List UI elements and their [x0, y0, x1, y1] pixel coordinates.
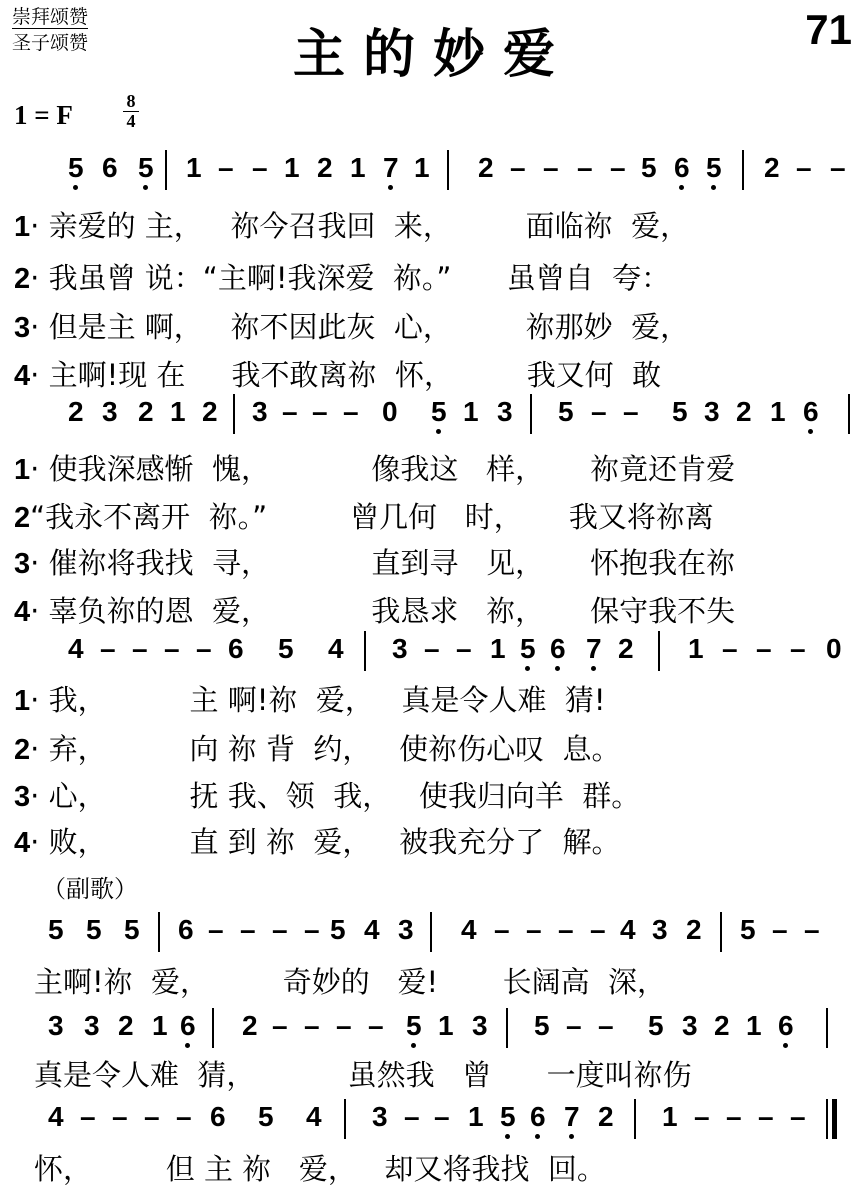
book-name-2: 圣子颂赞: [12, 32, 89, 54]
note: 1: [152, 1010, 168, 1041]
note: 6: [178, 914, 194, 945]
lyric-line-3-2: 2· 弃， 向 祢 背 约， 使祢伤心叹 息。: [14, 732, 621, 766]
verse-number: 3: [14, 312, 31, 344]
barline: [742, 150, 744, 190]
note: 2: [138, 396, 154, 427]
barline: [826, 1008, 828, 1048]
verse-number: 1: [14, 685, 31, 717]
lyric-text: 主啊!现 在 我不敢离祢 怀， 我又何 敢: [48, 358, 662, 392]
dash-note: –: [208, 914, 224, 945]
note: 3: [392, 633, 408, 664]
dash-note: –: [510, 152, 526, 183]
note: 2: [736, 396, 752, 427]
final-barline-thin: [826, 1099, 828, 1139]
note: 2: [478, 152, 494, 183]
barline: [233, 394, 235, 434]
note: 7: [586, 633, 602, 664]
lyric-text: 心， 抚 我、领 我， 使我归向羊 群。: [48, 779, 641, 813]
book-name-1-text: 崇拜颂赞: [12, 6, 89, 28]
verse-number: 1: [14, 454, 31, 486]
dash-note: –: [543, 152, 559, 183]
note: 7: [383, 152, 399, 183]
final-barline-thick: [832, 1099, 837, 1139]
dash-note: –: [796, 152, 812, 183]
note: 4: [48, 1101, 64, 1132]
dash-note: –: [100, 633, 116, 664]
dash-note: –: [566, 1010, 582, 1041]
note: 4: [68, 633, 84, 664]
chorus-lyric-3: 怀， 但 主 祢 爱， 却又将我找 回。: [34, 1152, 606, 1186]
note: 1: [463, 396, 479, 427]
note: 6: [803, 396, 819, 427]
note: 3: [398, 914, 414, 945]
note: 7: [564, 1101, 580, 1132]
dash-note: –: [456, 633, 472, 664]
dash-note: –: [424, 633, 440, 664]
note: 5: [706, 152, 722, 183]
dash-note: –: [558, 914, 574, 945]
dash-note: –: [726, 1101, 742, 1132]
notation-line-3: [0, 633, 866, 669]
note: 4: [461, 914, 477, 945]
note: 5: [278, 633, 294, 664]
dash-note: –: [591, 396, 607, 427]
dash-note: –: [494, 914, 510, 945]
note: 1: [770, 396, 786, 427]
note: 5: [48, 914, 64, 945]
lyric-line-1-1: 1· 亲爱的 主， 祢今召我回 来， 面临祢 爱，: [14, 209, 690, 243]
note: 2: [764, 152, 780, 183]
note: 0: [382, 396, 398, 427]
dash-note: –: [368, 1010, 384, 1041]
dash-note: –: [272, 1010, 288, 1041]
chorus-lyric-1: 主啊!祢 爱， 奇妙的 爱! 长阔高 深，: [34, 965, 667, 999]
note: 3: [372, 1101, 388, 1132]
note: 6: [530, 1101, 546, 1132]
verse-number: 4: [14, 827, 31, 859]
barline: [344, 1099, 346, 1139]
note: 6: [550, 633, 566, 664]
note: 3: [682, 1010, 698, 1041]
note: 5: [558, 396, 574, 427]
dash-note: –: [304, 1010, 320, 1041]
barline: [506, 1008, 508, 1048]
dash-note: –: [282, 396, 298, 427]
dash-note: –: [336, 1010, 352, 1041]
dash-note: –: [610, 152, 626, 183]
note: 1: [350, 152, 366, 183]
lyric-text: 亲爱的 主， 祢今召我回 来， 面临祢 爱，: [48, 209, 690, 243]
verse-number: 2: [14, 734, 31, 766]
note: 3: [252, 396, 268, 427]
barline: [212, 1008, 214, 1048]
lyric-text: 弃， 向 祢 背 约， 使祢伤心叹 息。: [48, 732, 621, 766]
note: 1: [284, 152, 300, 183]
note: 5: [68, 152, 84, 183]
dash-note: –: [790, 1101, 806, 1132]
note: 5: [330, 914, 346, 945]
note: 2: [202, 396, 218, 427]
chorus-notation-2: [0, 1010, 866, 1046]
note: 5: [520, 633, 536, 664]
note: 5: [406, 1010, 422, 1041]
dash-note: –: [623, 396, 639, 427]
note: 4: [306, 1101, 322, 1132]
dash-note: –: [598, 1010, 614, 1041]
note: 1: [468, 1101, 484, 1132]
verse-number: 2: [14, 263, 31, 295]
verse-number: 1: [14, 211, 31, 243]
dash-note: –: [112, 1101, 128, 1132]
note: 2: [618, 633, 634, 664]
note: 5: [641, 152, 657, 183]
lyric-line-1-2: 2· 我虽曾 说：“主啊!我深爱 祢。” 虽曾自 夸：: [14, 261, 671, 295]
note: 5: [648, 1010, 664, 1041]
dash-note: –: [526, 914, 542, 945]
chorus-notation-1: [0, 914, 866, 950]
notation-line-1: [0, 152, 866, 188]
note: 1: [662, 1101, 678, 1132]
note: 6: [778, 1010, 794, 1041]
note: 3: [652, 914, 668, 945]
dash-note: –: [176, 1101, 192, 1132]
note: 2: [68, 396, 84, 427]
note: 5: [124, 914, 140, 945]
dash-note: –: [164, 633, 180, 664]
verse-number: 4: [14, 360, 31, 392]
notation-line-2: [0, 396, 866, 432]
barline: [720, 912, 722, 952]
chorus-notation-3: [0, 1101, 866, 1137]
dash-note: –: [830, 152, 846, 183]
dash-note: –: [758, 1101, 774, 1132]
dash-note: –: [304, 914, 320, 945]
note: 2: [242, 1010, 258, 1041]
note: 5: [431, 396, 447, 427]
lyric-text: 辜负祢的恩 爱， 我恳求 祢， 保守我不失: [48, 594, 736, 628]
time-top: 8: [126, 91, 136, 111]
dash-note: –: [404, 1101, 420, 1132]
dash-note: –: [756, 633, 772, 664]
lyric-text: 但是主 啊， 祢不因此灰 心， 祢那妙 爱，: [48, 310, 690, 344]
verse-number: 2: [14, 502, 31, 534]
note: 6: [210, 1101, 226, 1132]
dash-note: –: [434, 1101, 450, 1132]
note: 3: [497, 396, 513, 427]
hymn-title: 主的妙爱: [292, 25, 573, 85]
verse-number: 4: [14, 596, 31, 628]
note: 6: [180, 1010, 196, 1041]
note: 5: [86, 914, 102, 945]
note: 1: [490, 633, 506, 664]
note: 1: [414, 152, 430, 183]
note: 2: [714, 1010, 730, 1041]
note: 3: [102, 396, 118, 427]
lyric-text: 败， 直 到 祢 爱， 被我充分了 解。: [48, 825, 621, 859]
note: 5: [534, 1010, 550, 1041]
barline: [848, 394, 850, 434]
verse-number: 3: [14, 781, 31, 813]
note: 1: [438, 1010, 454, 1041]
dash-note: –: [272, 914, 288, 945]
barline: [658, 631, 660, 671]
note: 5: [258, 1101, 274, 1132]
dash-note: –: [772, 914, 788, 945]
note: 1: [170, 396, 186, 427]
barline: [530, 394, 532, 434]
chorus-label: （副歌）: [42, 875, 138, 903]
lyric-line-2-3: 3· 催祢将我找 寻， 直到寻 见， 怀抱我在祢: [14, 546, 736, 580]
dash-note: –: [722, 633, 738, 664]
dash-note: –: [694, 1101, 710, 1132]
lyric-text: 我， 主 啊!祢 爱， 真是令人难 猜!: [48, 683, 606, 717]
note: 4: [328, 633, 344, 664]
dash-note: –: [804, 914, 820, 945]
note: 3: [704, 396, 720, 427]
note: 1: [186, 152, 202, 183]
note: 5: [500, 1101, 516, 1132]
hymn-number: 71: [805, 6, 852, 53]
note: 3: [48, 1010, 64, 1041]
note: 3: [84, 1010, 100, 1041]
note: 2: [118, 1010, 134, 1041]
lyric-text: “我永不离开 祢。” 曾几何 时， 我又将祢离: [30, 500, 714, 534]
dash-note: –: [343, 396, 359, 427]
dash-note: –: [80, 1101, 96, 1132]
dash-note: –: [577, 152, 593, 183]
note: 5: [740, 914, 756, 945]
note: 4: [364, 914, 380, 945]
note: 5: [138, 152, 154, 183]
barline: [364, 631, 366, 671]
dash-note: –: [144, 1101, 160, 1132]
lyric-line-3-4: 4· 败， 直 到 祢 爱， 被我充分了 解。: [14, 825, 621, 859]
lyric-text: 我虽曾 说：“主啊!我深爱 祢。” 虽曾自 夸：: [48, 261, 671, 295]
dash-note: –: [132, 633, 148, 664]
dash-note: –: [196, 633, 212, 664]
dash-note: –: [312, 396, 328, 427]
time-bottom: 4: [126, 111, 136, 131]
note: 2: [686, 914, 702, 945]
note: 3: [472, 1010, 488, 1041]
barline: [430, 912, 432, 952]
lyric-line-3-1: 1· 我， 主 啊!祢 爱， 真是令人难 猜!: [14, 683, 606, 717]
dash-note: –: [218, 152, 234, 183]
lyric-line-2-4: 4· 辜负祢的恩 爱， 我恳求 祢， 保守我不失: [14, 594, 736, 628]
lyric-text: 使我深感惭 愧， 像我这 样， 祢竟还肯爱: [48, 452, 736, 486]
note: 2: [598, 1101, 614, 1132]
note: 6: [674, 152, 690, 183]
dash-note: –: [790, 633, 806, 664]
barline: [165, 150, 167, 190]
barline: [158, 912, 160, 952]
lyric-line-3-3: 3· 心， 抚 我、领 我， 使我归向羊 群。: [14, 779, 641, 813]
note: 6: [102, 152, 118, 183]
lyric-line-2-2: [14, 495, 714, 536]
dash-note: –: [240, 914, 256, 945]
verse-number: 3: [14, 548, 31, 580]
note: 4: [620, 914, 636, 945]
time-signature: [122, 92, 140, 131]
lyric-line-2-1: 1· 使我深感惭 愧， 像我这 样， 祢竟还肯爱: [14, 452, 736, 486]
lyric-text: 催祢将我找 寻， 直到寻 见， 怀抱我在祢: [48, 546, 736, 580]
note: 1: [688, 633, 704, 664]
note: 2: [317, 152, 333, 183]
note: 5: [672, 396, 688, 427]
note: 6: [228, 633, 244, 664]
dash-note: –: [590, 914, 606, 945]
note: 1: [746, 1010, 762, 1041]
chorus-lyric-2: 真是令人难 猜， 虽然我 曾 一度叫祢伤: [34, 1058, 692, 1092]
barline: [447, 150, 449, 190]
key-signature: 1 = F: [14, 100, 73, 130]
barline: [634, 1099, 636, 1139]
dash-note: –: [252, 152, 268, 183]
lyric-line-1-4: 4· 主啊!现 在 我不敢离祢 怀， 我又何 敢: [14, 358, 662, 392]
note: 0: [826, 633, 842, 664]
lyric-line-1-3: 3· 但是主 啊， 祢不因此灰 心， 祢那妙 爱，: [14, 310, 690, 344]
